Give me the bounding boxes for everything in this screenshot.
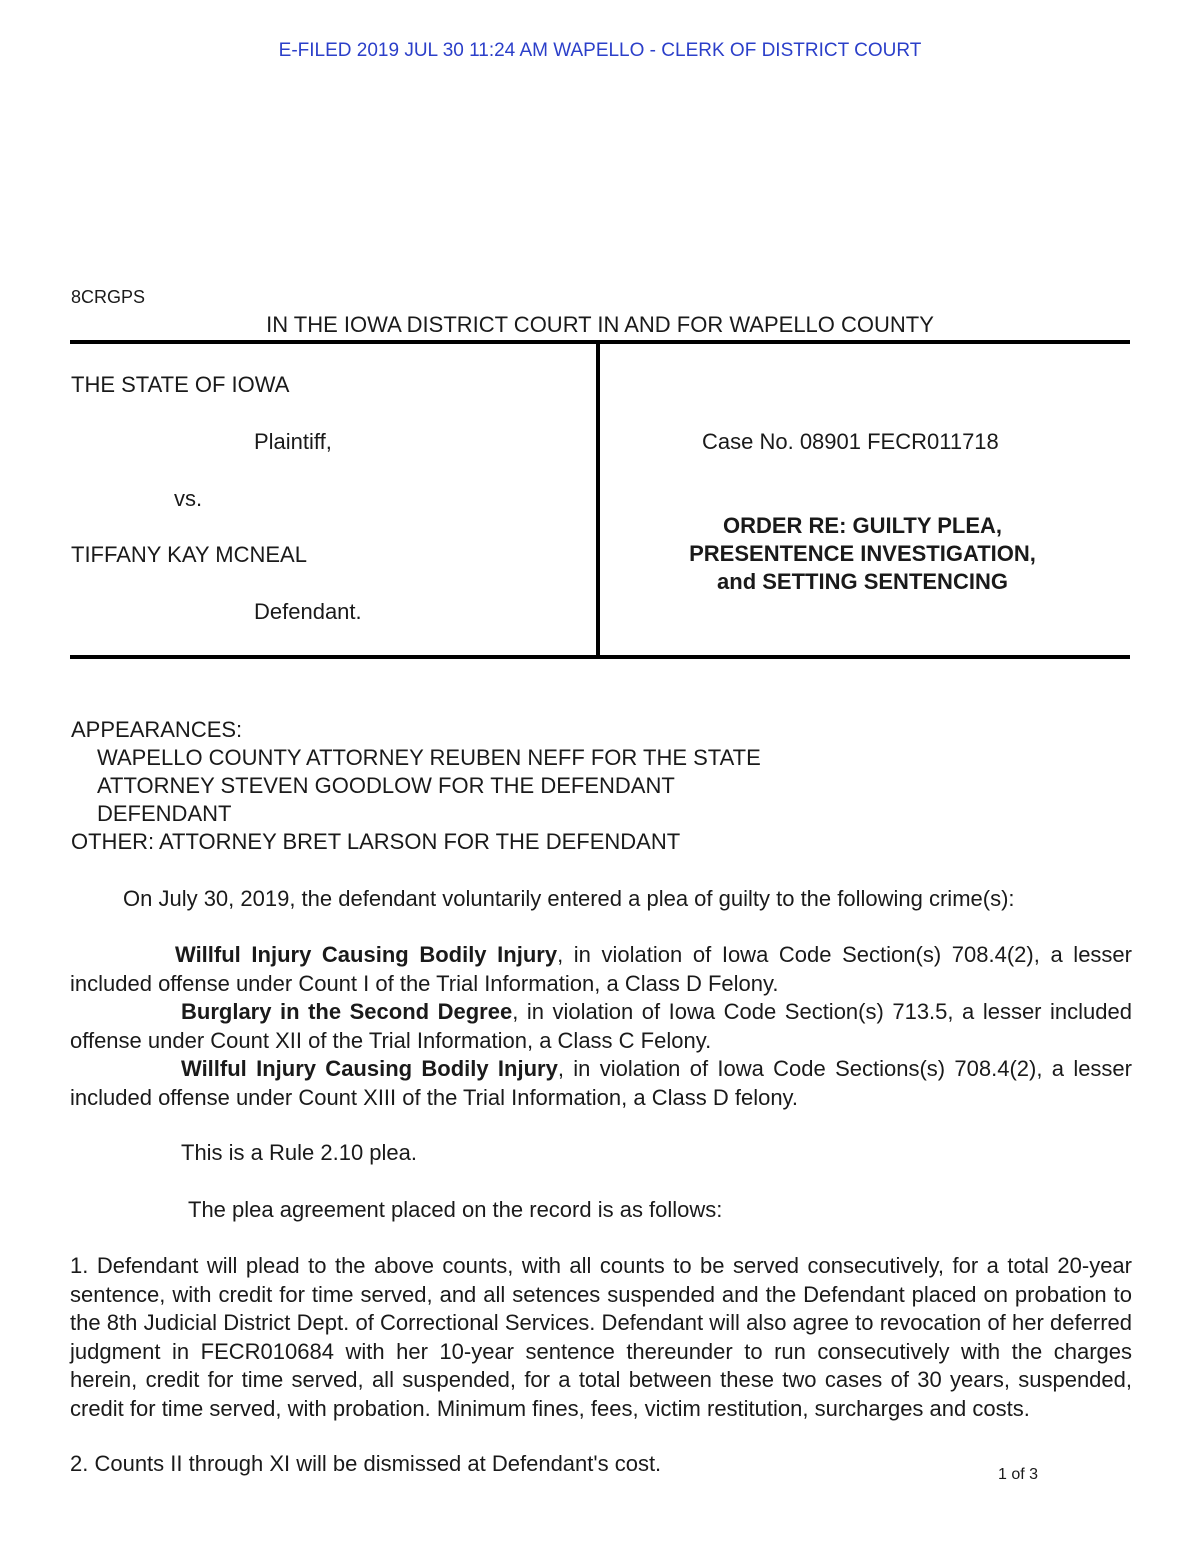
page-number: 1 of 3 (998, 1466, 1039, 1483)
agreement-item-2: 2. Counts II through XI will be dismissed at Defendant's cost. (70, 1451, 662, 1476)
appearance-line: WAPELLO COUNTY ATTORNEY REUBEN NEFF FOR THE STATE (97, 745, 761, 770)
agreement-item-1: 1. Defendant will plead to the above counts, with all counts to be served consecutively, for a total 20-year sentence, with credit for time served, and all setences suspended and the Defendant placed on probation to the 8th Judicial District Dept. of Correctional Services. Defendant will also agree to revocation of her deferred judgment in FECR010684 with her 10-year sentence thereunder to run consecutively with the charges herein, credit for time served, all suspended, for a total between these two cases of 30 years, suspended, credit for time served, with probation. Minimum fines, fees, victim restitution, surcharges and costs. (70, 1253, 1132, 1421)
order-title-line-3: and SETTING SENTENCING (717, 569, 1008, 594)
plaintiff-name: THE STATE OF IOWA (71, 372, 290, 397)
caption-top-rule (70, 340, 1130, 344)
order-title-line-1: ORDER RE: GUILTY PLEA, (722, 513, 1003, 538)
caption-bottom-rule (70, 655, 1130, 659)
plaintiff-role: Plaintiff, (254, 429, 332, 454)
appearances-other: OTHER: ATTORNEY BRET LARSON FOR THE DEFENDANT (71, 829, 681, 854)
versus-label: vs. (174, 486, 203, 511)
crime-detail: , in violation of Iowa Code Section(s) 713.5, a lesser included offense under Count XII of the Trial Information, a Class C Felony. (70, 999, 1132, 1053)
plea-intro: On July 30, 2019, the defendant voluntarily entered a plea of guilty to the following crime(s): (123, 886, 1015, 911)
defendant-role: Defendant. (254, 599, 362, 624)
appearances-heading: APPEARANCES: (71, 717, 243, 742)
order-title (600, 512, 1125, 596)
crime-name: Burglary in the Second Degree (181, 999, 513, 1024)
crime-name: Willful Injury Causing Bodily Injury (181, 1056, 558, 1081)
appearance-line: ATTORNEY STEVEN GOODLOW FOR THE DEFENDANT (97, 773, 675, 798)
appearance-line: DEFENDANT (97, 801, 232, 826)
case-number: Case No. 08901 FECR011718 (702, 429, 999, 454)
form-code: 8CRGPS (71, 287, 146, 307)
crime-detail: , in violation of Iowa Code Sections(s) 708.4(2), a lesser included offense under Count XIII of the Trial Information, a Class D felony. (70, 1056, 1132, 1110)
efiled-stamp: E-FILED 2019 JUL 30 11:24 AM WAPELLO - CLERK OF DISTRICT COURT (278, 40, 922, 61)
caption-divider (596, 343, 600, 657)
crime-detail: , in violation of Iowa Code Section(s) 708.4(2), a lesser included offense under Count I of the Trial Information, a Class D Felony. (70, 942, 1132, 996)
order-title-line-2: PRESENTENCE INVESTIGATION, (689, 541, 1036, 566)
crime-entry (70, 1055, 1132, 1112)
defendant-name: TIFFANY KAY MCNEAL (71, 542, 307, 567)
rule-plea: This is a Rule 2.10 plea. (181, 1140, 418, 1165)
crime-entry (70, 998, 1132, 1055)
crime-entry (70, 941, 1132, 998)
crime-name: Willful Injury Causing Bodily Injury (175, 942, 558, 967)
court-name: IN THE IOWA DISTRICT COURT IN AND FOR WAPELLO COUNTY (266, 312, 934, 337)
plea-agreement-intro: The plea agreement placed on the record is as follows: (188, 1197, 723, 1222)
